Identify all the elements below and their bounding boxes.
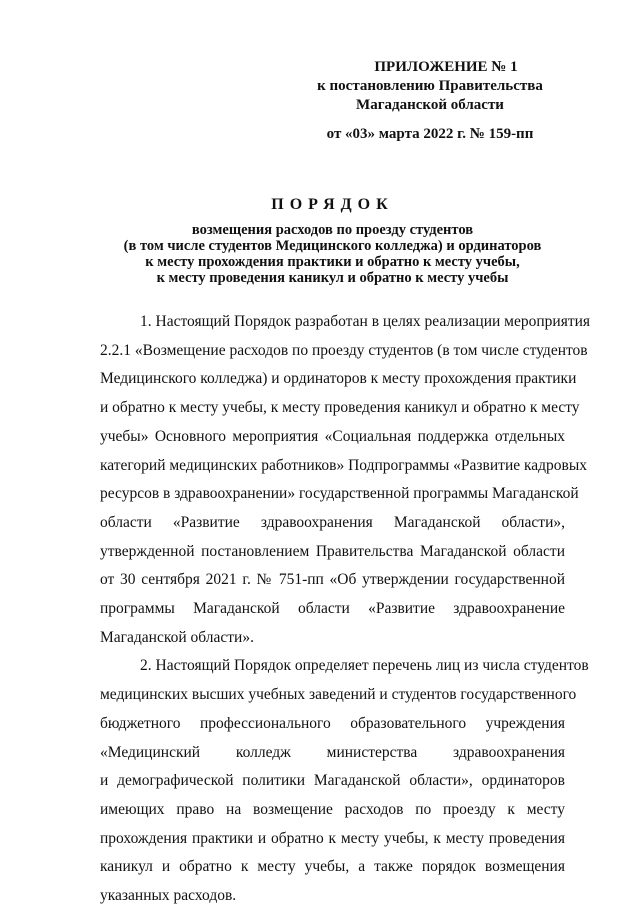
text-line: 2. Настоящий Порядок определяет перечень лиц из числа студентов — [140, 657, 589, 675]
document-subtitle-line: (в том числе студентов Медицинского колледжа) и ординаторов — [123, 238, 542, 254]
document-heading — [100, 196, 565, 286]
text-line: бюджетного профессионального образовательного учреждения — [100, 714, 565, 732]
text-line: 2.2.1 «Возмещение расходов по проезду студентов (в том числе студентов — [100, 341, 588, 359]
text-line: программы Магаданской области «Развитие здравоохранение — [100, 600, 565, 618]
appendix-title: ПРИЛОЖЕНИЕ № 1 — [374, 59, 518, 75]
text-line: Медицинского колледжа) и ординаторов к месту прохождения практики — [100, 370, 577, 388]
paragraph-2 — [100, 652, 589, 910]
text-line: Магаданской области». — [100, 628, 254, 646]
paragraph-1 — [100, 308, 591, 652]
text-line: области «Развитие здравоохранения Магаданской области», — [100, 513, 565, 531]
document-subtitle-line: возмещения расходов по проезду студентов — [191, 222, 474, 238]
text-line: указанных расходов. — [100, 887, 237, 905]
appendix-header — [300, 58, 560, 144]
text-line: медицинских высших учебных заведений и студентов государственного — [100, 686, 577, 704]
appendix-resolution-line: к постановлению Правительства — [317, 78, 543, 94]
text-line: «Медицинский колледж министерства здравоохранения — [100, 743, 565, 761]
document-title: ПОРЯДОК — [271, 196, 394, 213]
text-line: и демографической политики Магаданской области», ординаторов — [100, 772, 565, 790]
text-line: утвержденной постановлением Правительства Магаданской области — [100, 542, 565, 560]
text-line: прохождения практики и обратно к месту учебы, к месту проведения — [100, 829, 565, 847]
text-line: ресурсов в здравоохранении» государственной программы Магаданской — [100, 485, 579, 503]
text-line: имеющих право на возмещение расходов по проезду к месту — [100, 800, 565, 818]
text-line: каникул и обратно к месту учебы, а также порядок возмещения — [100, 858, 565, 876]
document-subtitle-line: к месту проведения каникул и обратно к месту учебы — [156, 270, 509, 286]
text-line: от 30 сентября 2021 г. № 751-пп «Об утверждении государственной — [100, 571, 565, 589]
document-body — [100, 308, 591, 911]
text-line: и обратно к месту учебы, к месту проведения каникул и обратно к месту — [100, 399, 580, 417]
document-subtitle-line: к месту прохождения практики и обратно к месту учебы, — [145, 254, 520, 270]
text-line: 1. Настоящий Порядок разработан в целях реализации мероприятия — [140, 313, 591, 330]
text-line: учебы» Основного мероприятия «Социальная поддержка отдельных — [100, 427, 565, 445]
appendix-date-line: от «03» марта 2022 г. № 159-пп — [326, 126, 534, 142]
appendix-region-line: Магаданской области — [356, 97, 504, 113]
text-line: категорий медицинских работников» Подпрограммы «Развитие кадровых — [100, 456, 588, 474]
